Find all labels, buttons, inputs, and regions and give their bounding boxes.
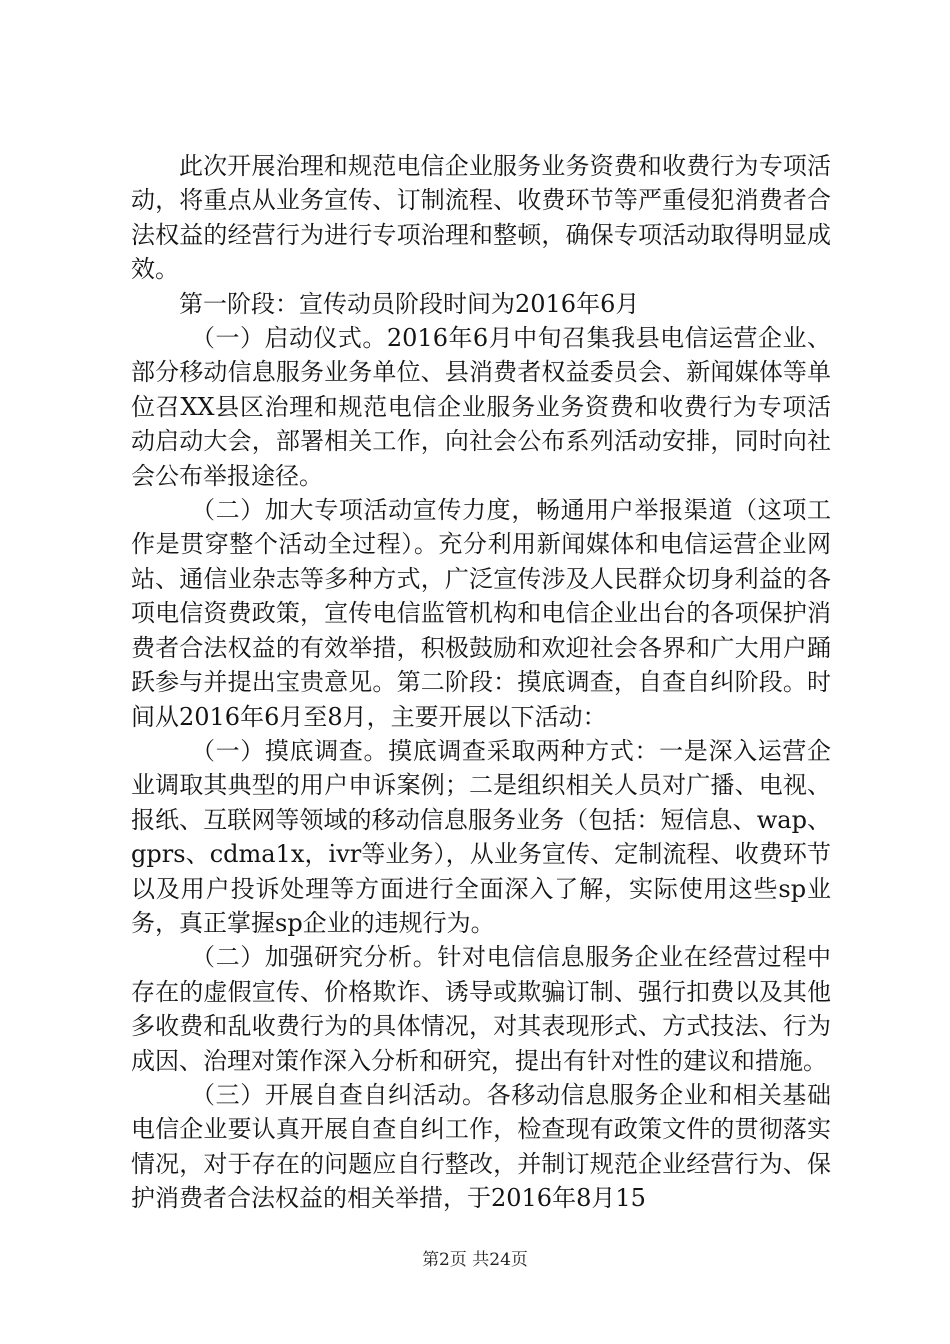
paragraph-stage-one-heading: 第一阶段：宣传动员阶段时间为2016年6月 xyxy=(179,289,640,318)
document-body xyxy=(131,149,831,1216)
paragraph-intro: 此次开展治理和规范电信企业服务业务资费和收费行为专项活动，将重点从业务宣传、订制流程、收费环节等严重侵犯消费者合法权益的经营行为进行专项治理和整顿，确保专项活动取得明显成效。 xyxy=(131,152,831,284)
paragraph-analysis: （二）加强研究分析。针对电信信息服务企业在经营过程中存在的虚假宣传、价格欺诈、诱导或欺骗订制、强行扣费以及其他多收费和乱收费行为的具体情况，对其表现形式、方式技法、行为成因、治理对策作深入分析和研究，提出有针对性的建议和措施。 xyxy=(131,943,831,1075)
paragraph-self-inspection: （三）开展自查自纠活动。各移动信息服务企业和相关基础电信企业要认真开展自查自纠工作，检查现有政策文件的贯彻落实情况，对于存在的问题应自行整改，并制订规范企业经营行为、保护消费者合法权益的相关举措，于2016年8月15 xyxy=(131,1080,831,1213)
paragraph-publicity: （二）加大专项活动宣传力度，畅通用户举报渠道（这项工作是贯穿整个活动全过程）。充分利用新闻媒体和电信运营企业网站、通信业杂志等多种方式，广泛宣传涉及人民群众切身利益的各项电信资费政策，宣传电信监管机构和电信企业出台的各项保护消费者合法权益的有效举措，积极鼓励和欢迎社会各界和广大用户踊跃参与并提出宝贵意见。第二阶段：摸底调查，自查自纠阶段。时间从2016年6月至8月，主要开展以下活动： xyxy=(131,496,831,731)
page-number-footer: 第2页 共24页 xyxy=(422,1250,528,1270)
paragraph-investigation: （一）摸底调查。摸底调查采取两种方式：一是深入运营企业调取其典型的用户申诉案例；二是组织相关人员对广播、电视、报纸、互联网等领域的移动信息服务业务（包括：短信息、wap、gprs、cdma1x，ivr等业务），从业务宣传、定制流程、收费环节以及用户投诉处理等方面进行全面深入了解，实际使用这些sp业务，真正掌握sp企业的违规行为。 xyxy=(131,736,831,937)
paragraph-launch-ceremony: （一）启动仪式。2016年6月中旬召集我县电信运营企业、部分移动信息服务业务单位、县消费者权益委员会、新闻媒体等单位召XX县区治理和规范电信企业服务业务资费和收费行为专项活动启动大会，部署相关工作，向社会公布系列活动安排，同时向社会公布举报途径。 xyxy=(131,324,831,490)
